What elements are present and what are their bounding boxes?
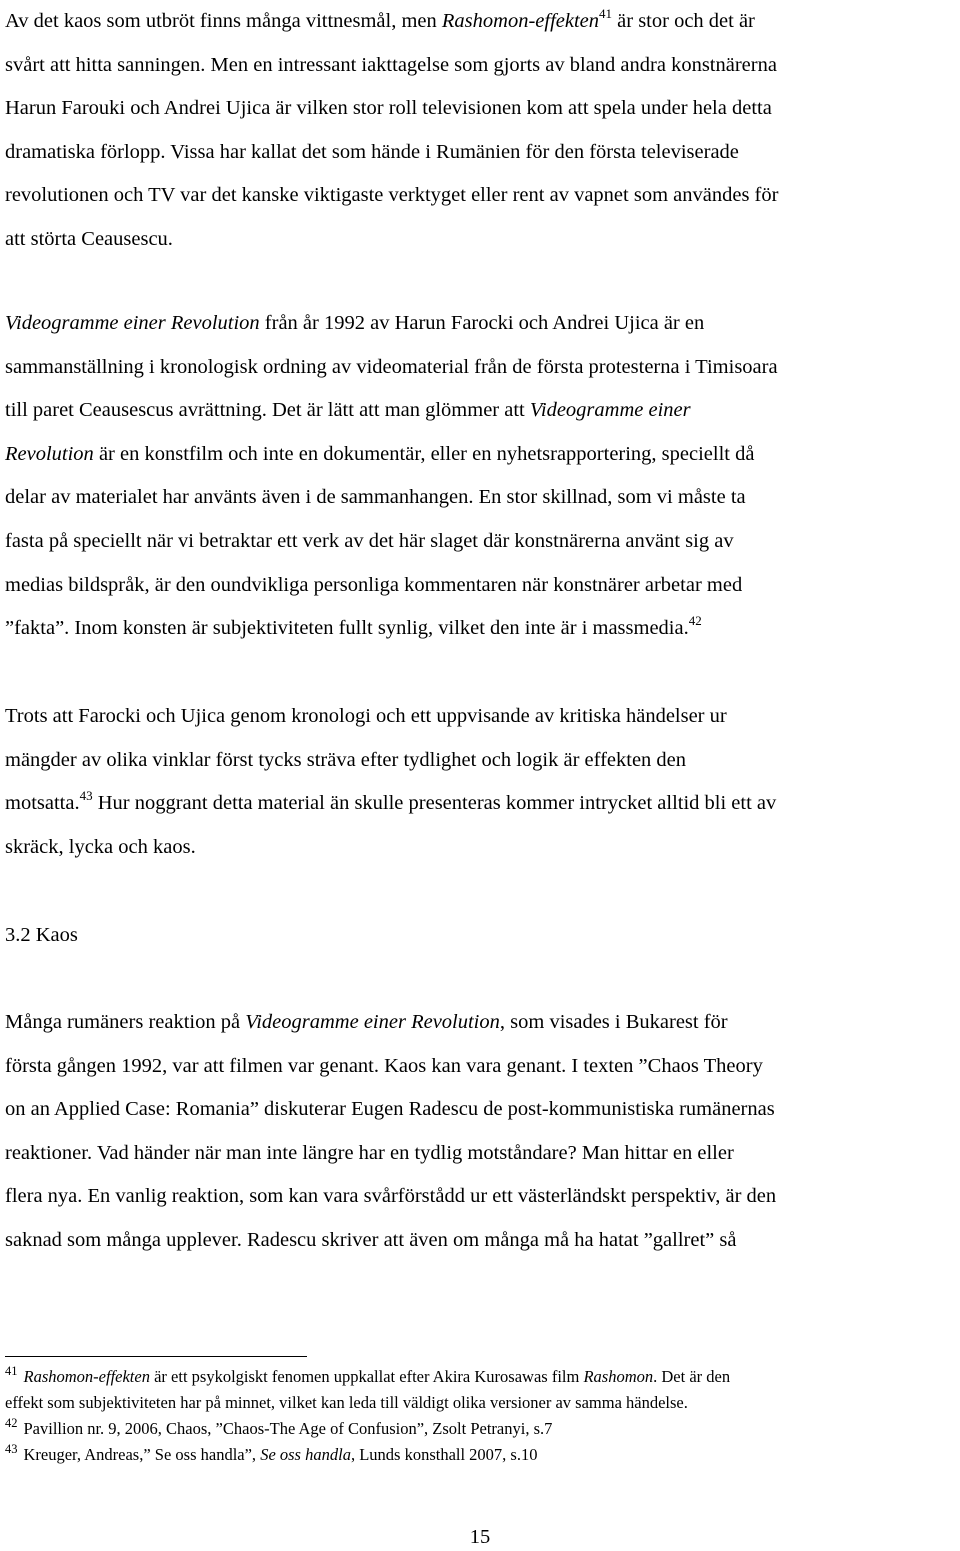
italic-title: Rashomon-effekten	[23, 1367, 150, 1386]
text-run: till paret Ceausescus avrättning. Det är lätt att man glömmer att	[5, 399, 530, 422]
text-run: motsatta.	[5, 792, 80, 815]
italic-title: Videogramme einer Revolution	[5, 312, 260, 334]
text-run: är stor och det är	[612, 10, 755, 32]
text-line	[5, 564, 957, 608]
italic-title: Revolution	[5, 442, 94, 465]
text-line	[5, 607, 957, 651]
text-run: mängder av olika vinklar först tycks sträva efter tydlighet och logik är effekten den	[5, 748, 687, 771]
text-line	[5, 44, 957, 88]
text-line	[5, 218, 957, 262]
text-line	[5, 1219, 957, 1263]
italic-title: Se oss handla	[260, 1445, 351, 1464]
footnote-reference: 41	[599, 6, 613, 21]
footnote-number: 42	[5, 1416, 18, 1430]
text-line	[5, 520, 957, 564]
text-run: delar av materialet har använts även i de sammanhangen. En stor skillnad, som vi måste ta	[5, 486, 746, 509]
text-line	[5, 1045, 957, 1089]
text-line	[5, 1001, 957, 1045]
text-line	[5, 476, 957, 520]
text-line	[5, 302, 957, 346]
text-run: , Lunds konsthall 2007, s.10	[350, 1445, 538, 1464]
text-run: fasta på speciellt när vi betraktar ett verk av det här slaget där konstnärerna använt sig av	[5, 529, 734, 552]
text-line	[5, 0, 957, 44]
text-line	[5, 1088, 957, 1132]
italic-title: Videogramme einer	[529, 399, 691, 422]
text-run: effekt som subjektiviteten har på minnet, vilket kan leda till väldigt olika versioner av samma händelse.	[5, 1393, 688, 1412]
text-line	[5, 433, 957, 477]
text-run: on an Applied Case: Romania” diskuterar Eugen Radescu de post-kommunistiska rumänernas	[5, 1098, 775, 1121]
footnote-reference: 42	[688, 613, 702, 629]
footnote-line	[5, 1416, 957, 1442]
footnotes	[5, 1364, 957, 1468]
text-run: att störta Ceausescu.	[5, 227, 173, 250]
text-line	[5, 1175, 957, 1219]
footnote-line	[5, 1364, 957, 1390]
text-run: ”fakta”. Inom konsten är subjektiviteten fullt synlig, vilket den inte är i massmedia.	[5, 617, 689, 640]
footnote-reference: 43	[79, 788, 93, 804]
text-run: , som visades i Bukarest för	[499, 1011, 728, 1033]
text-line	[5, 695, 957, 739]
text-run: saknad som många upplever. Radescu skriver att även om många må ha hatat ”gallret” så	[5, 1228, 737, 1251]
text-run: Harun Farouki och Andrei Ujica är vilken stor roll televisionen kom att spela under hela detta	[5, 97, 772, 120]
text-run: . Det är den	[653, 1367, 731, 1386]
footnote-line	[5, 1390, 957, 1416]
text-run: sammanställning i kronologisk ordning av videomaterial från de första protesterna i Timisoara	[5, 355, 778, 378]
italic-title: Rashomon-effekten	[441, 10, 600, 32]
text-run: Trots att Farocki och Ujica genom kronologi och ett uppvisande av kritiska händelser ur	[5, 705, 727, 727]
text-line	[5, 389, 957, 433]
section-heading: 3.2 Kaos	[5, 924, 78, 946]
text-line	[5, 1132, 957, 1176]
text-run: Hur noggrant detta material än skulle presenteras kommer intrycket alltid bli ett av	[92, 792, 777, 815]
text-run: Kreuger, Andreas,” Se oss handla”,	[23, 1445, 261, 1464]
text-line	[5, 782, 957, 826]
text-run: Många rumäners reaktion på	[5, 1011, 246, 1033]
text-run: är ett psykolgiskt fenomen uppkallat efter Akira Kurosawas film	[149, 1367, 584, 1386]
text-run: medias bildspråk, är den oundvikliga personliga kommentaren när konstnärer arbetar med	[5, 573, 743, 596]
text-line	[5, 174, 957, 218]
text-run: dramatiska förlopp. Vissa har kallat det som hände i Rumänien för den första televiserade	[5, 140, 739, 163]
italic-title: Rashomon	[583, 1367, 654, 1386]
footnote-separator	[5, 1356, 307, 1357]
text-line	[5, 131, 957, 175]
text-run: Pavillion nr. 9, 2006, Chaos, ”Chaos-The Age of Confusion”, Zsolt Petranyi, s.7	[23, 1419, 553, 1438]
text-line	[5, 87, 957, 131]
footnote-number: 43	[5, 1442, 18, 1456]
text-run: är en konstfilm och inte en dokumentär, eller en nyhetsrapportering, speciellt då	[93, 442, 755, 465]
text-run: reaktioner. Vad händer när man inte längre har en tydlig motståndare? Man hittar en eller	[5, 1141, 734, 1164]
text-run: skräck, lycka och kaos.	[5, 835, 196, 858]
text-run: från år 1992 av Harun Farocki och Andrei Ujica är en	[259, 312, 705, 334]
text-run: svårt att hitta sanningen. Men en intressant iakttagelse som gjorts av bland andra konstnärerna	[5, 53, 777, 76]
text-run: revolutionen och TV var det kanske viktigaste verktyget eller rent av vapnet som användes för	[5, 184, 779, 207]
footnote-line	[5, 1442, 957, 1468]
paragraph-rashomon	[5, 0, 957, 262]
text-run: första gången 1992, var att filmen var genant. Kaos kan vara genant. I texten ”Chaos Theory	[5, 1054, 763, 1077]
footnote-number: 41	[5, 1364, 18, 1378]
text-run: flera nya. En vanlig reaktion, som kan vara svårförstådd ur ett västerländskt perspektiv, är den	[5, 1185, 777, 1208]
paragraph-kronologi	[5, 695, 957, 869]
italic-title: Videogramme einer Revolution	[245, 1011, 500, 1033]
text-line	[5, 346, 957, 390]
text-line	[5, 739, 957, 783]
paragraph-rumaners-reaktion	[5, 1001, 957, 1263]
paragraph-videogramme	[5, 302, 957, 651]
page-number: 15	[469, 1526, 491, 1548]
text-run: Av det kaos som utbröt finns många vittnesmål, men	[5, 10, 442, 32]
text-line	[5, 826, 957, 870]
